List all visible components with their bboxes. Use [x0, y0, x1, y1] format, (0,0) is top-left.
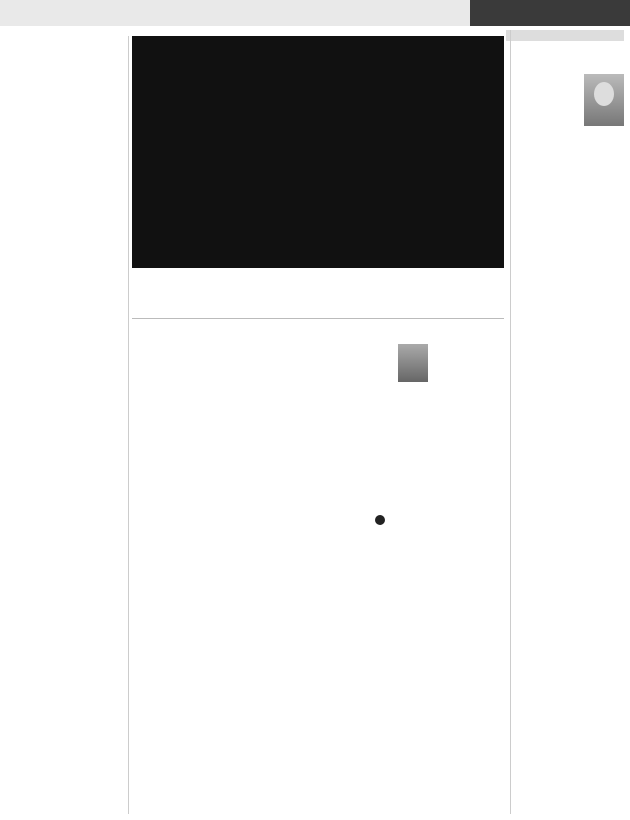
author-photo: [584, 74, 624, 126]
stage-photo: [132, 36, 504, 268]
continuation-body-2: [6, 306, 126, 814]
note-label: [506, 30, 624, 41]
article-body-col-6: [132, 520, 252, 814]
note-column: [506, 30, 624, 814]
quote-mark-icon: [375, 515, 385, 525]
continuation-column: [6, 36, 126, 814]
page-header: [0, 0, 630, 26]
note-body: [506, 134, 624, 814]
column-divider: [510, 30, 511, 814]
section-band: [470, 0, 630, 26]
photo-tag: [132, 28, 504, 36]
article-body-col-3: [240, 324, 314, 514]
continuation-body-1: [6, 60, 126, 280]
article-body-col-2: [320, 324, 392, 514]
left-column-divider: [128, 36, 129, 814]
article-body-col-5: [258, 580, 392, 814]
article-body-col-1b: [398, 510, 504, 814]
headline-rule: [132, 318, 504, 319]
article-body-col-4: [132, 324, 234, 514]
article-body-col-1a: [398, 396, 504, 514]
interviewee-photo: [398, 344, 428, 382]
